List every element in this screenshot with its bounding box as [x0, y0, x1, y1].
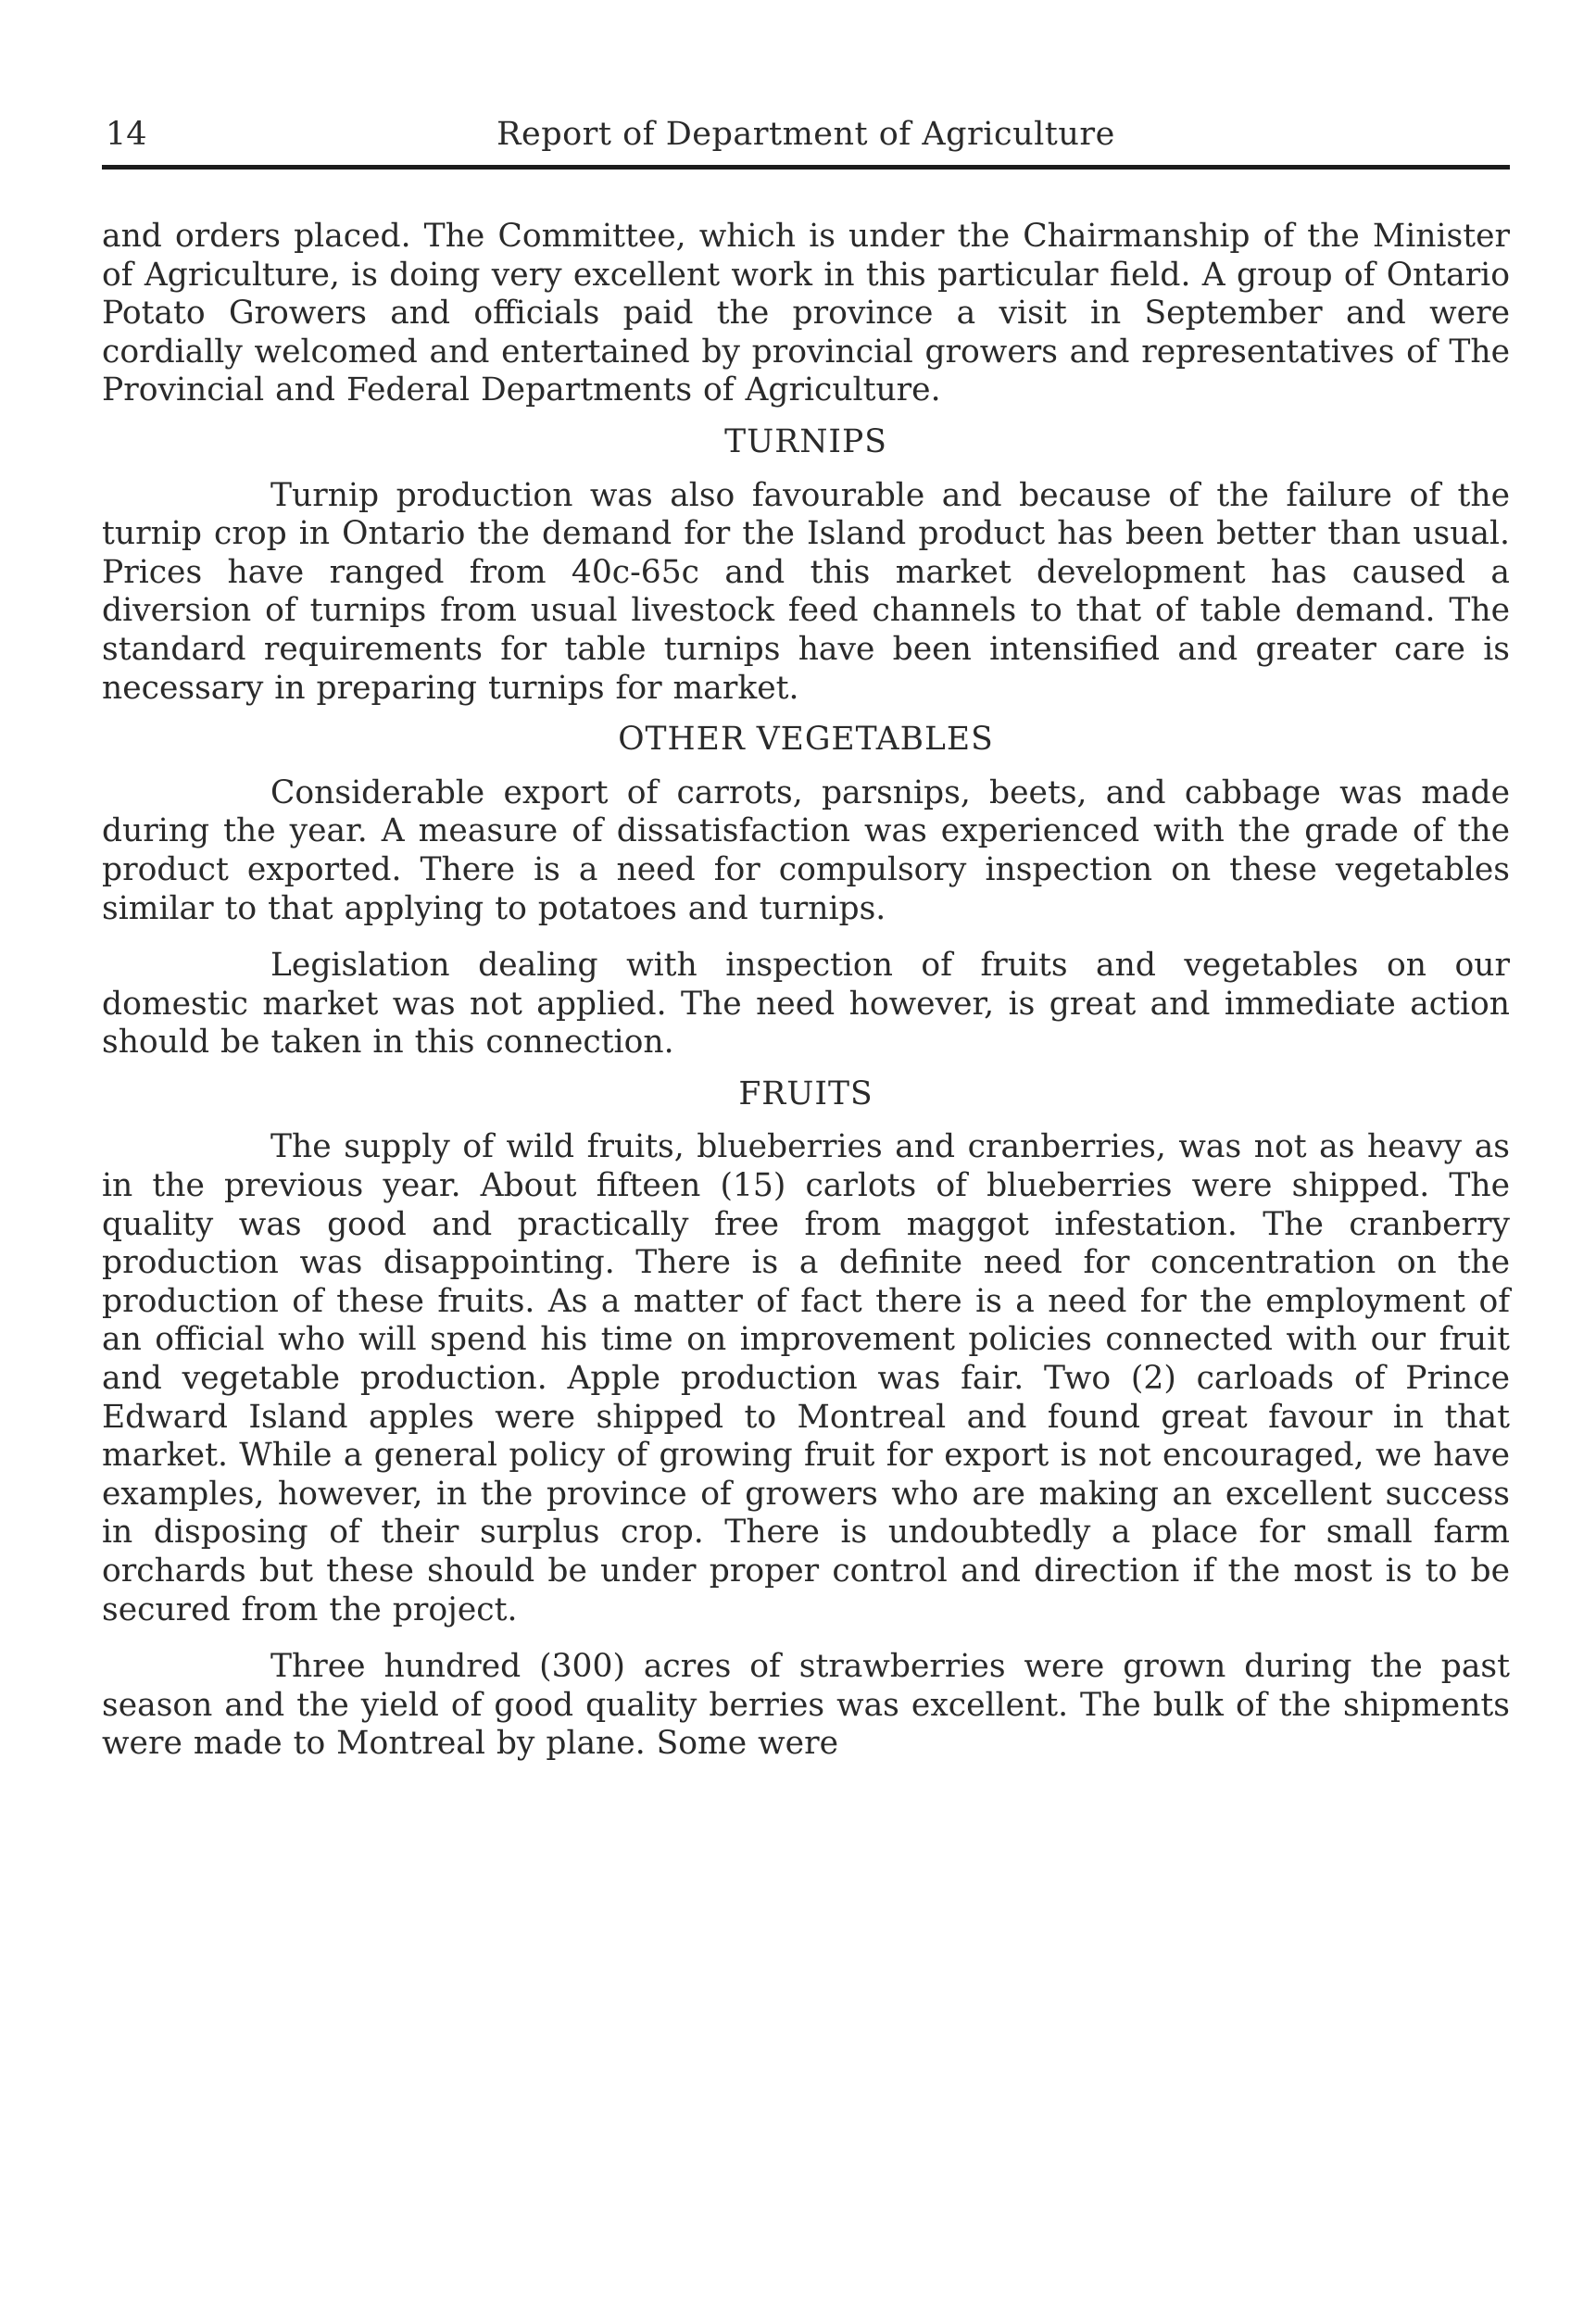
- vegetables-paragraph-1: Considerable export of carrots, parsnips, beets, and cabbage was made during the year. A measure of dissatisfaction was experienced with the grade of the product exported. There is a need for compulsory inspection on these vegetables similar to that applying to potatoes and turnips.: [102, 773, 1510, 927]
- section-heading-turnips: TURNIPS: [724, 422, 887, 460]
- section-heading-fruits: FRUITS: [738, 1075, 873, 1112]
- page-number: 14: [106, 116, 147, 153]
- turnips-paragraph: Turnip production was also favourable and because of the failure of the turnip crop in Ontario the demand for the Island product has been better than usual. Prices have ranged from 40c-65c and this market development has caused a diversion of turnips from usual livestock feed channels to that of table demand. The standard requirements for table turnips have been intensified and greater care is necessary in preparing turnips for market.: [102, 476, 1510, 707]
- section-heading-other-vegetables: OTHER VEGETABLES: [618, 721, 994, 759]
- paragraph-gap: [102, 1629, 1510, 1648]
- intro-paragraph: and orders placed. The Committee, which is under the Chairmanship of the Minister of Agriculture, is doing very excellent work in this particular field. A group of Ontario Potato Growers and officials paid the province a visit in September and were cordially welcomed and entertained by provincial growers and representatives of The Provincial and Federal Departments of Agriculture.: [102, 218, 1510, 409]
- paragraph-gap: [102, 928, 1510, 947]
- vegetables-paragraph-2: Legislation dealing with inspection of fruits and vegetables on our domestic market was not applied. The need however, is great and immediate action should be taken in this connection.: [102, 947, 1510, 1062]
- document-page: [102, 111, 1510, 1764]
- header-rule: [102, 165, 1510, 170]
- running-header: [102, 111, 1510, 157]
- running-title: Report of Department of Agriculture: [496, 116, 1115, 153]
- fruits-paragraph-1: The supply of wild fruits, blueberries and cranberries, was not as heavy as in the previous year. About fifteen (15) carlots of blueberries were shipped. The quality was good and practically free from maggot infestation. The cranberry production was disappointing. There is a definite need for concentration on the production of these fruits. As a matter of fact there is a need for the employment of an official who will spend his time on improvement policies connected with our fruit and vegetable production. Apple production was fair. Two (2) carloads of Prince Edward Island apples were shipped to Montreal and found great favour in that market. While a general policy of growing fruit for export is not encouraged, we have examples, however, in the province of growers who are making an excellent success in disposing of their surplus crop. There is undoubtedly a place for small farm orchards but these should be under proper control and direction if the most is to be secured from the project.: [102, 1128, 1510, 1628]
- fruits-paragraph-2: Three hundred (300) acres of strawberries were grown during the past season and the yield of good quality berries was excellent. The bulk of the shipments were made to Montreal by plane. Some were: [102, 1648, 1510, 1763]
